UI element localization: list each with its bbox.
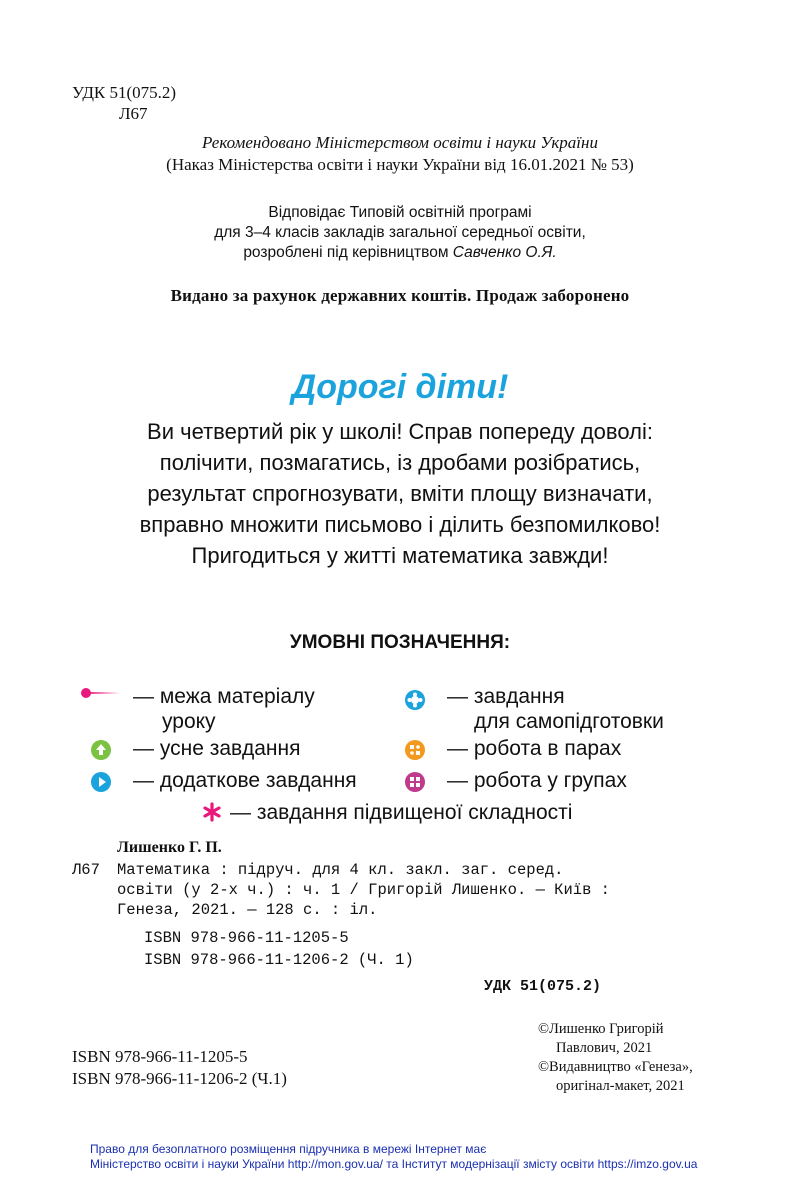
footer-line: Право для безоплатного розміщення підручника в мережі Інтернет має xyxy=(90,1142,487,1156)
copyright-block xyxy=(538,1020,693,1096)
recommendation-line: Рекомендовано Міністерством освіти і науки України xyxy=(202,133,598,152)
bib-line: Генеза, 2021. — 128 с. : іл. xyxy=(117,901,378,919)
poem-line: полічити, позмагатись, із дробами розібратись, xyxy=(159,450,641,475)
udk-code: УДК 51(075.2) xyxy=(72,83,177,102)
legend-text: — завдання xyxy=(447,685,565,708)
legend-item-advanced-task: — завдання підвищеної складності xyxy=(230,801,573,824)
poem-line: результат спрогнозувати, вміти площу визначати, xyxy=(147,481,653,506)
pair-work-icon xyxy=(405,740,425,760)
legend-item-group-work: — робота у групах xyxy=(447,769,627,792)
funding-notice: Видано за рахунок державних коштів. Продаж заборонено xyxy=(170,286,630,305)
legend-item-oral-task: — усне завдання xyxy=(133,737,301,760)
bib-isbn: ISBN 978-966-11-1205-5 xyxy=(144,929,349,947)
program-note xyxy=(0,203,800,263)
group-work-icon xyxy=(405,772,425,792)
copyright-line: ©Видавництво «Генеза», xyxy=(538,1059,693,1075)
advanced-task-icon xyxy=(201,801,223,823)
legend-text: — межа матеріалу xyxy=(133,685,315,708)
copyright-line: оригінал-макет, 2021 xyxy=(556,1078,685,1094)
bib-code: Л67 xyxy=(72,861,100,879)
bib-isbn: ISBN 978-966-11-1206-2 (Ч. 1) xyxy=(144,951,414,969)
legend-item-lesson-boundary xyxy=(133,684,315,734)
lesson-boundary-icon xyxy=(80,686,120,700)
extra-task-icon xyxy=(91,772,111,792)
program-line-3-prefix: розроблені під керівництвом xyxy=(243,244,453,261)
isbn-line: ISBN 978-966-11-1205-5 xyxy=(72,1047,248,1066)
legend-item-self-study xyxy=(447,684,664,734)
poem-line: Ви четвертий рік у школі! Справ попереду доволі: xyxy=(147,419,653,444)
isbn-line: ISBN 978-966-11-1206-2 (Ч.1) xyxy=(72,1069,287,1088)
legend-item-extra-task: — додаткове завдання xyxy=(133,769,357,792)
program-line-2: для 3–4 класів закладів загальної середньої освіти, xyxy=(214,224,586,241)
oral-task-icon xyxy=(91,740,111,760)
program-author: Савченко О.Я. xyxy=(452,244,557,261)
recommendation xyxy=(0,132,800,176)
isbn-block xyxy=(72,1046,287,1090)
author-code: Л67 xyxy=(119,104,148,123)
self-study-icon xyxy=(405,690,425,710)
bib-author: Лишенко Г. П. xyxy=(117,839,222,856)
legend-text: для самопідготовки xyxy=(474,710,664,733)
order-line: (Наказ Міністерства освіти і науки України від 16.01.2021 № 53) xyxy=(166,155,634,174)
bib-line: Математика : підруч. для 4 кл. закл. заг. серед. xyxy=(117,861,564,879)
greeting-title: Дорогі діти! xyxy=(291,368,509,406)
footer-line: Міністерство освіти і науки України http://mon.gov.ua/ та Інститут модернізації змісту освіти https://imzo.gov.ua xyxy=(90,1157,698,1171)
program-line-3 xyxy=(0,243,800,263)
bib-udk: УДК 51(075.2) xyxy=(484,978,602,995)
copyright-line: Павлович, 2021 xyxy=(556,1040,653,1056)
footer-rights xyxy=(90,1142,697,1172)
legend-item-pair-work: — робота в парах xyxy=(447,737,622,760)
program-line-1: Відповідає Типовій освітній програмі xyxy=(268,204,532,221)
poem-line: Пригодиться у житті математика завжди! xyxy=(191,543,609,568)
bib-line: освіти (у 2-х ч.) : ч. 1 / Григорій Лишенко. — Київ : xyxy=(117,881,610,899)
legend-title: УМОВНІ ПОЗНАЧЕННЯ: xyxy=(289,632,511,653)
poem-line: вправно множити письмово і ділить безпомилково! xyxy=(139,512,661,537)
copyright-line: ©Лишенко Григорій xyxy=(538,1021,664,1037)
udk-header xyxy=(72,82,176,124)
legend-text: уроку xyxy=(162,710,216,733)
greeting-poem xyxy=(0,416,800,571)
